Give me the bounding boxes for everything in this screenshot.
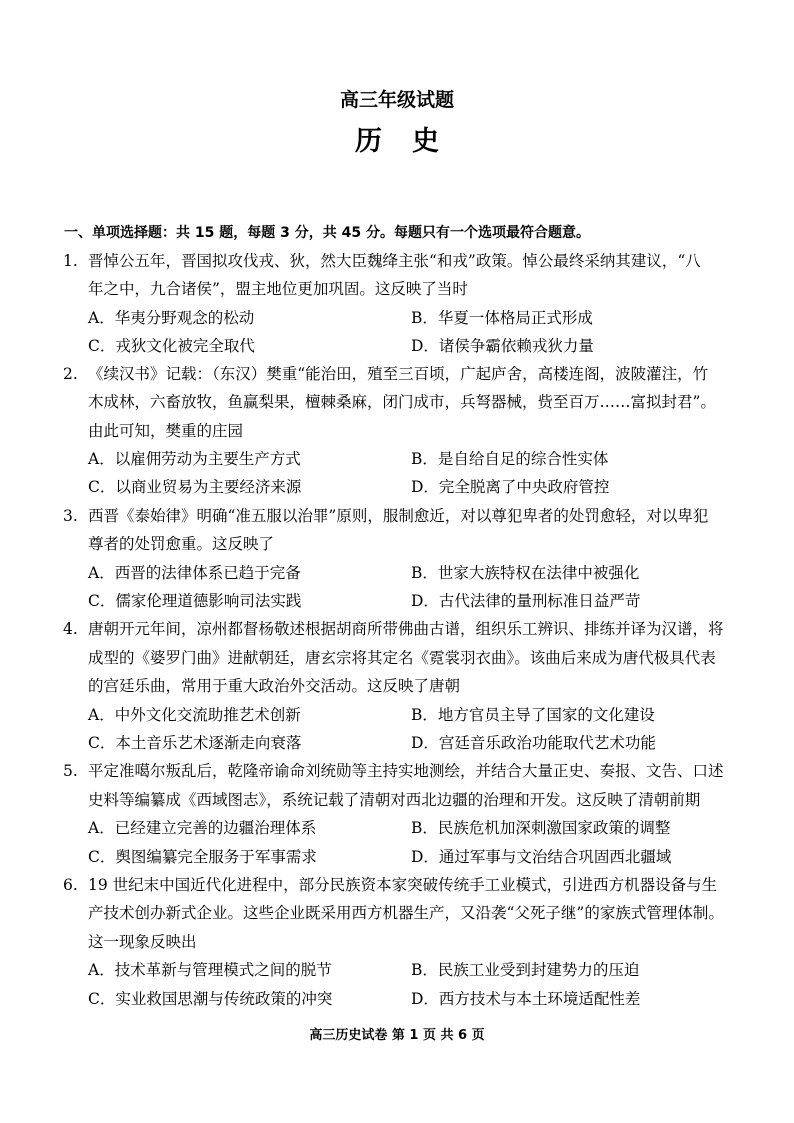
option-d: D．西方技术与本土环境适配性差	[411, 990, 641, 1008]
option-a: A．中外文化交流助推艺术创新	[88, 706, 301, 724]
question-number: 2.	[63, 365, 78, 383]
option-b: B．世家大族特权在法律中被强化	[411, 564, 640, 582]
option-c: C．本土音乐艺术逐渐走向衰落	[88, 734, 302, 752]
question-stem-line: 尊者的处罚愈重。这反映了	[88, 535, 275, 553]
question-stem-line: 《续汉书》记载：（东汉）樊重“能治田，殖至三百顷，广起庐舍，高楼连阁，波陂灌注，竹	[88, 365, 709, 383]
page-footer: 高三历史试卷 第 1 页 共 6 页	[309, 1028, 485, 1043]
question-stem-line: 木成林，六畜放牧，鱼赢梨果，檀棘桑麻，闭门成市，兵弩器械，赀至百万……富拟封君”。	[88, 393, 716, 411]
question-stem-line: 这一现象反映出	[88, 933, 197, 951]
option-d: D．诸侯争霸依赖戎狄力量	[411, 337, 594, 355]
subject-title: 历史	[355, 126, 469, 157]
question-stem-line: 平定准噶尔叛乱后，乾隆帝谕命刘统勋等主持实地测绘，并结合大量正史、奏报、文告、口述	[88, 762, 724, 780]
question-stem-line: 19 世纪末中国近代化进程中，部分民族资本家突破传统手工业模式，引进西方机器设备与生	[88, 876, 718, 894]
option-c: C．儒家伦理道德影响司法实践	[88, 592, 302, 610]
option-a: A．以雇佣劳动为主要生产方式	[88, 450, 301, 468]
option-a: A．技术革新与管理模式之间的脱节	[88, 961, 332, 979]
option-d: D．通过军事与文治结合巩固西北疆域	[411, 848, 672, 866]
option-d: D．完全脱离了中央政府管控	[411, 478, 610, 496]
option-b: B．地方官员主导了国家的文化建设	[411, 706, 655, 724]
question-stem-line: 晋悼公五年，晋国拟攻伐戎、狄，然大臣魏绛主张“和戎”政策。悼公最终采纳其建议，“八	[88, 252, 701, 270]
question-stem-line: 产技术创办新式企业。这些企业既采用西方机器生产，又沿袭“父死子继”的家族式管理体制。	[88, 904, 724, 922]
option-a: A．华夷分野观念的松动	[88, 309, 255, 327]
question-stem-line: 的宫廷乐曲，常用于重大政治外交活动。这反映了唐朝	[88, 677, 461, 695]
question-number: 4.	[63, 620, 78, 638]
option-c: C．戎狄文化被完全取代	[88, 337, 255, 355]
question-stem-line: 成型的《婆罗门曲》进献朝廷，唐玄宗将其定名《霓裳羽衣曲》。该曲后来成为唐代极具代表	[88, 649, 716, 667]
option-b: B．民族工业受到封建势力的压迫	[411, 961, 640, 979]
option-a: A．已经建立完善的边疆治理体系	[88, 819, 317, 837]
question-stem-line: 西晋《泰始律》明确“准五服以治罪”原则，服制愈近，对以尊犯卑者的处罚愈轻，对以卑犯	[88, 507, 709, 525]
question-number: 6.	[63, 876, 78, 894]
option-b: B．是自给自足的综合性实体	[411, 450, 609, 468]
option-c: C．以商业贸易为主要经济来源	[88, 478, 302, 496]
question-number: 5.	[63, 762, 78, 780]
question-stem-line: 唐朝开元年间，凉州都督杨敬述根据胡商所带佛曲古谱，组织乐工辨识、排练并译为汉谱，将	[88, 620, 724, 638]
question-number: 1.	[63, 252, 78, 270]
option-d: D．古代法律的量刑标准日益严苛	[411, 592, 641, 610]
question-stem-line: 史料等编纂成《西域图志》，系统记载了清朝对西北边疆的治理和开发。这反映了清朝前期	[88, 791, 701, 809]
question-number: 3.	[63, 507, 78, 525]
section-heading: 一、单项选择题：共 15 题，每题 3 分，共 45 分。每题只有一个选项最符合题意。	[64, 225, 590, 241]
option-c: C．实业救国思潮与传统政策的冲突	[88, 990, 333, 1008]
option-b: B．民族危机加深刺激国家政策的调整	[411, 819, 671, 837]
option-d: D．宫廷音乐政治功能取代艺术功能	[411, 734, 656, 752]
option-c: C．舆图编纂完全服务于军事需求	[88, 848, 317, 866]
option-b: B．华夏一体格局正式形成	[411, 309, 593, 327]
option-a: A．西晋的法律体系已趋于完备	[88, 564, 301, 582]
question-stem-line: 年之中，九合诸侯”，盟主地位更加巩固。这反映了当时	[88, 280, 468, 298]
question-stem-line: 由此可知，樊重的庄园	[88, 422, 244, 440]
exam-title: 高三年级试题	[339, 89, 454, 111]
